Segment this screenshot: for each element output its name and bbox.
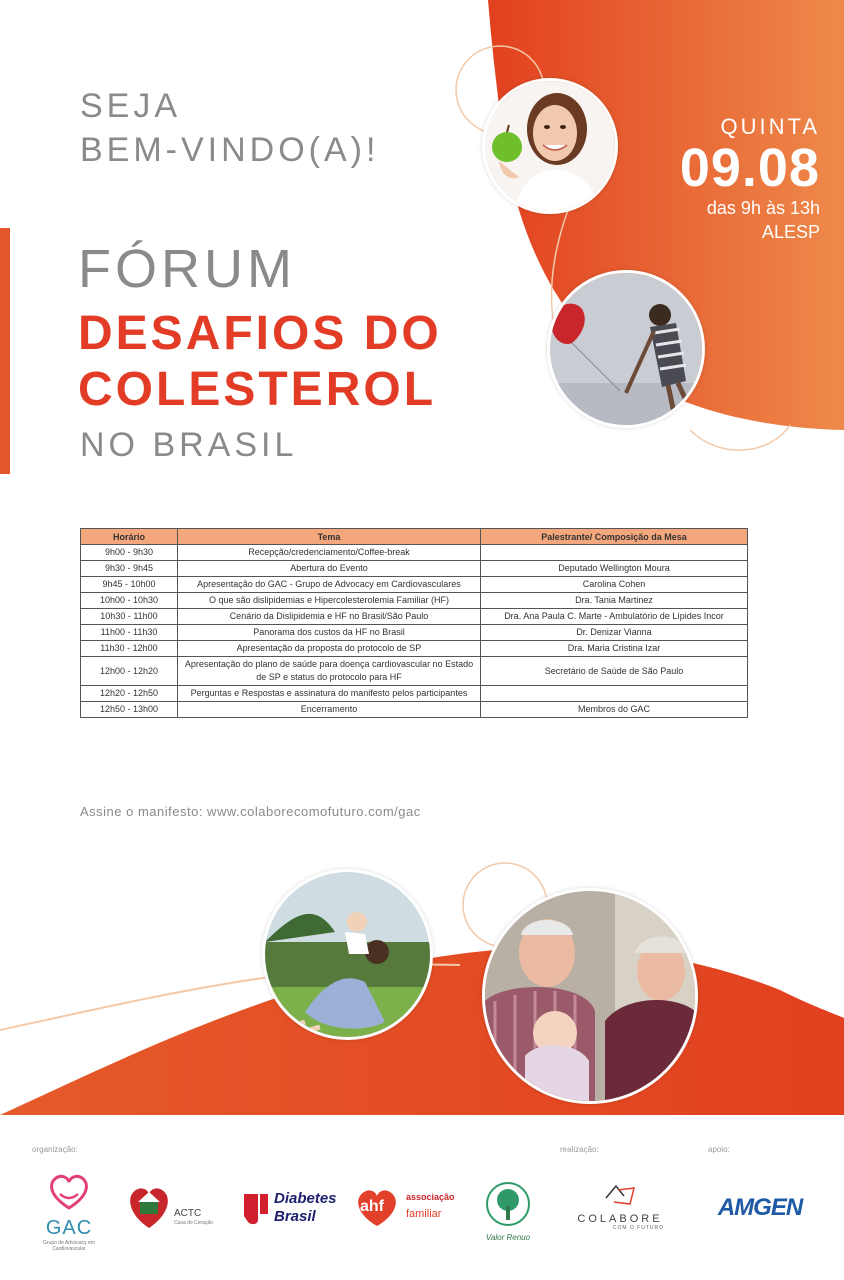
cell-topic: O que são dislipidemias e Hipercolesterolemia Familiar (HF) xyxy=(178,593,481,609)
gac-logo[interactable] xyxy=(34,1172,104,1252)
cell-speaker: Membros do GAC xyxy=(481,702,748,718)
diabetes-brasil-logo[interactable] xyxy=(238,1188,342,1228)
cell-speaker: Dra. Tania Martinez xyxy=(481,593,748,609)
colabore-logo[interactable] xyxy=(570,1182,670,1232)
event-title-line-2: COLESTEROL xyxy=(78,363,437,416)
actc-heart-icon xyxy=(124,1182,174,1232)
table-row xyxy=(81,545,748,561)
table-row xyxy=(81,657,748,686)
photo-woman-apple xyxy=(482,78,618,214)
cell-speaker: Dra. Maria Cristina Izar xyxy=(481,641,748,657)
event-title-line-3: NO BRASIL xyxy=(80,426,298,464)
event-date-box xyxy=(680,114,820,244)
event-time: das 9h às 13h xyxy=(706,198,820,218)
tree-icon xyxy=(484,1180,532,1228)
photo-girl-balloon xyxy=(547,270,705,428)
cell-time: 12h50 - 13h00 xyxy=(81,702,178,718)
organization-label: organização: xyxy=(32,1145,78,1154)
cell-topic: Abertura do Evento xyxy=(178,561,481,577)
ahf-subtext-1: associação xyxy=(406,1192,455,1202)
ahf-logo[interactable] xyxy=(352,1188,464,1228)
cell-time: 9h45 - 10h00 xyxy=(81,577,178,593)
cell-time: 11h00 - 11h30 xyxy=(81,625,178,641)
cell-speaker: Dra. Ana Paula C. Marte - Ambulatório de Lípides Incor xyxy=(481,609,748,625)
diabetes-drop-icon xyxy=(238,1190,272,1226)
ahf-text: ahf xyxy=(360,1198,384,1215)
cell-speaker: Deputado Wellington Moura xyxy=(481,561,748,577)
agenda-header-speaker: Palestrante/ Composição da Mesa xyxy=(481,529,748,545)
photo-mother-baby xyxy=(262,869,433,1040)
actc-logo[interactable] xyxy=(124,1182,224,1232)
cell-time: 11h30 - 12h00 xyxy=(81,641,178,657)
cell-time: 12h00 - 12h20 xyxy=(81,657,178,686)
event-date: 09.08 xyxy=(679,138,820,198)
event-place: ALESP xyxy=(761,222,820,242)
cell-speaker: Dr. Denizar Vianna xyxy=(481,625,748,641)
actc-subtext: Casa do Coração xyxy=(174,1220,213,1226)
forum-label: FÓRUM xyxy=(78,239,296,299)
agenda-header-row xyxy=(81,529,748,545)
valor-renuo-logo[interactable] xyxy=(480,1180,536,1240)
cell-topic: Recepção/credenciamento/Coffee-break xyxy=(178,545,481,561)
colabore-text: COLABORE xyxy=(577,1213,663,1225)
gac-subtext: Grupo de Advocacy em Cardiovascular xyxy=(43,1240,95,1252)
colabore-shape-icon xyxy=(600,1182,640,1208)
actc-text: ACTC xyxy=(174,1208,202,1219)
event-weekday: QUINTA xyxy=(720,114,820,139)
manifest-link[interactable]: Assine o manifesto: www.colaborecomofuturo.com/gac xyxy=(80,804,421,819)
cell-time: 10h30 - 11h00 xyxy=(81,609,178,625)
realization-label: realização: xyxy=(560,1145,599,1154)
table-row xyxy=(81,609,748,625)
welcome-line-2: BEM-VINDO(A)! xyxy=(80,131,380,169)
agenda-header-time: Horário xyxy=(81,529,178,545)
cell-time: 9h00 - 9h30 xyxy=(81,545,178,561)
cell-topic: Apresentação do GAC - Grupo de Advocacy em Cardiovasculares xyxy=(178,577,481,593)
table-row xyxy=(81,702,748,718)
cell-time: 9h30 - 9h45 xyxy=(81,561,178,577)
cell-topic: Encerramento xyxy=(178,702,481,718)
valor-text: Valor Renuo xyxy=(485,1233,531,1242)
cell-time: 12h20 - 12h50 xyxy=(81,686,178,702)
cell-speaker xyxy=(481,686,748,702)
cell-speaker: Carolina Cohen xyxy=(481,577,748,593)
table-row xyxy=(81,561,748,577)
cell-topic: Panorama dos custos da HF no Brasil xyxy=(178,625,481,641)
table-row xyxy=(81,593,748,609)
table-row xyxy=(81,641,748,657)
photo-grandparents-baby xyxy=(482,888,698,1104)
welcome-line-1: SEJA xyxy=(80,87,182,125)
diabetes-text-1: Diabetes xyxy=(274,1190,337,1207)
left-accent-bar xyxy=(0,228,10,474)
table-row xyxy=(81,625,748,641)
cell-speaker: Secretário de Saúde de São Paulo xyxy=(481,657,748,686)
diabetes-text-2: Brasil xyxy=(274,1208,316,1225)
event-title-line-1: DESAFIOS DO xyxy=(78,307,442,360)
agenda-table xyxy=(80,528,748,718)
agenda-header-topic: Tema xyxy=(178,529,481,545)
ahf-subtext-2: familiar xyxy=(406,1208,442,1220)
cell-topic: Cenário da Dislipidemia e HF no Brasil/São Paulo xyxy=(178,609,481,625)
gac-text: GAC xyxy=(45,1217,93,1239)
cell-topic: Perguntas e Respostas e assinatura do manifesto pelos participantes xyxy=(178,686,481,702)
cell-time: 10h00 - 10h30 xyxy=(81,593,178,609)
cell-topic: Apresentação da proposta do protocolo de SP xyxy=(178,641,481,657)
support-label: apoio: xyxy=(708,1145,730,1154)
welcome-heading xyxy=(80,84,379,172)
table-row xyxy=(81,577,748,593)
gac-heart-icon xyxy=(46,1172,92,1212)
amgen-text: AMGEN xyxy=(717,1194,803,1221)
cell-topic: Apresentação do plano de saúde para doença cardiovascular no Estado de SP e status do protocolo para HF xyxy=(178,657,481,686)
colabore-subtext: COM O FUTURO xyxy=(612,1225,664,1231)
table-row xyxy=(81,686,748,702)
cell-speaker xyxy=(481,545,748,561)
amgen-logo[interactable] xyxy=(708,1194,812,1222)
